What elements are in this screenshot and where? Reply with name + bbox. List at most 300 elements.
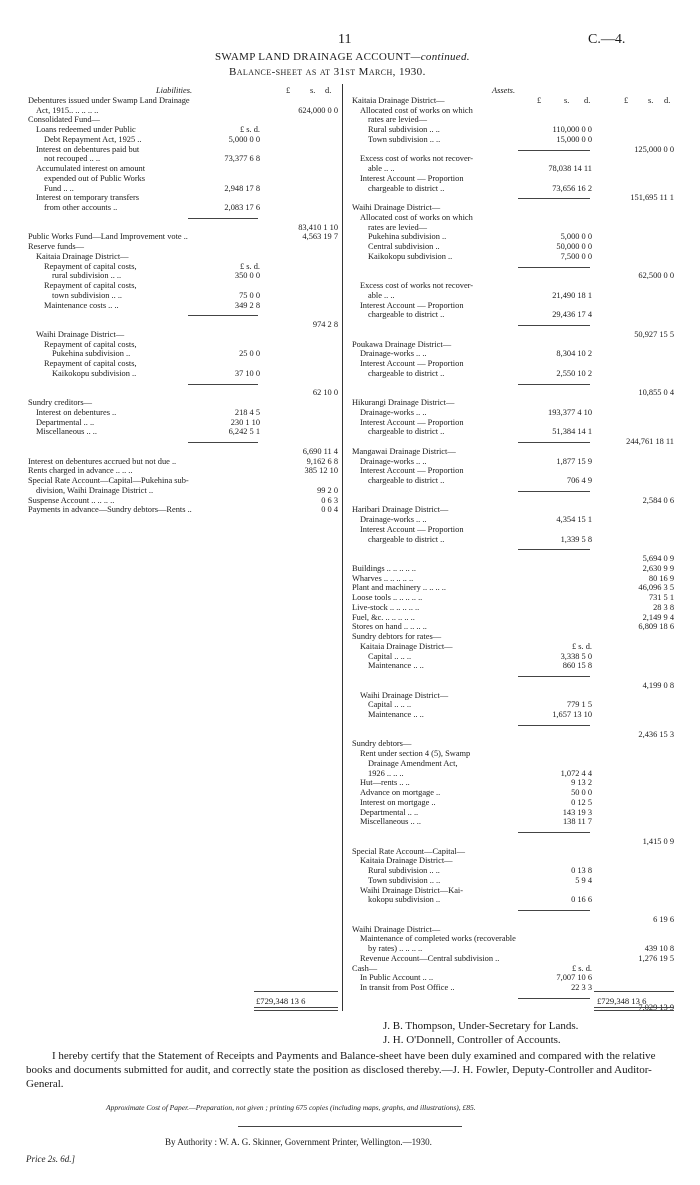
liability-sub-amount: 5,000 0 0 bbox=[228, 134, 260, 144]
asset-label: chargeable to district .. bbox=[368, 476, 445, 485]
asset-row bbox=[352, 223, 674, 233]
printer-authority: By Authority : W. A. G. Skinner, Government Printer, Wellington.—1930. bbox=[165, 1137, 432, 1147]
asset-row bbox=[352, 778, 674, 788]
liability-label: Miscellaneous .. .. bbox=[36, 427, 97, 437]
liability-row bbox=[28, 466, 338, 476]
asset-row bbox=[352, 915, 674, 925]
asset-sub-amount: 779 1 5 bbox=[566, 700, 592, 710]
liability-amount: 4,563 19 7 bbox=[302, 232, 338, 242]
liability-subtotal-rule bbox=[188, 218, 258, 219]
liability-label: Suspense Account .. .. .. .. bbox=[28, 495, 115, 505]
asset-sub-amount: 0 13 8 bbox=[571, 866, 592, 875]
asset-sub-amount: £ s. d. bbox=[571, 641, 592, 651]
asset-row bbox=[352, 954, 674, 964]
asset-row bbox=[352, 369, 674, 379]
liability-row bbox=[28, 359, 338, 369]
asset-row bbox=[352, 866, 674, 876]
asset-row bbox=[352, 817, 674, 827]
asset-label: Drainage-works .. .. bbox=[360, 515, 427, 524]
asset-sub-amount: 50 0 0 bbox=[571, 788, 592, 797]
asset-sub-amount: 51,384 14 1 bbox=[552, 427, 592, 437]
liability-row bbox=[28, 427, 338, 437]
asset-row bbox=[352, 203, 674, 213]
liability-label: Interest on debentures accrued but not due .. bbox=[28, 456, 177, 466]
assets-heading: Assets. bbox=[492, 86, 516, 95]
asset-subtotal-rule bbox=[518, 267, 590, 268]
liability-label: Accumulated interest on amount bbox=[36, 164, 146, 173]
asset-sub-amount: 2,550 10 2 bbox=[556, 368, 592, 378]
liability-sub-amount: 25 0 0 bbox=[239, 349, 260, 359]
asset-row bbox=[352, 691, 674, 701]
asset-amount: 731 5 1 bbox=[648, 593, 674, 602]
asset-label: 1926 .. .. .. bbox=[368, 768, 404, 778]
asset-amount: 7,029 13 9 bbox=[638, 1002, 674, 1012]
asset-sub-amount: 706 4 9 bbox=[566, 476, 592, 485]
liability-row bbox=[28, 96, 338, 106]
asset-row bbox=[352, 349, 674, 359]
asset-label: Hut—rents .. .. bbox=[360, 778, 410, 788]
asset-lsd-heading: £ bbox=[624, 95, 629, 105]
asset-label: Drainage-works .. .. bbox=[360, 407, 427, 417]
asset-row bbox=[352, 427, 674, 437]
asset-label: Rural subdivision .. .. bbox=[368, 125, 440, 134]
asset-amount: 6,809 18 6 bbox=[638, 622, 674, 632]
asset-label: Revenue Account—Central subdivision .. bbox=[360, 953, 500, 963]
asset-label: able .. .. bbox=[368, 164, 395, 173]
title-continued: —continued. bbox=[410, 51, 470, 63]
asset-row bbox=[352, 213, 674, 223]
asset-label: Advance on mortgage .. bbox=[360, 788, 441, 797]
asset-amount: 28 3 8 bbox=[653, 602, 674, 612]
liability-sub-amount: 349 2 8 bbox=[234, 300, 260, 310]
liability-sub-amount: 350 0 0 bbox=[234, 271, 260, 281]
asset-amount: 151,695 11 1 bbox=[630, 193, 674, 203]
asset-amount: 2,584 0 6 bbox=[642, 495, 674, 505]
asset-label: rates are levied— bbox=[368, 222, 428, 232]
asset-label: Miscellaneous .. .. bbox=[360, 817, 421, 827]
asset-subtotal-rule bbox=[518, 676, 590, 677]
asset-label: Plant and machinery .. .. .. .. bbox=[352, 583, 446, 593]
title-main: SWAMP LAND DRAINAGE ACCOUNT bbox=[215, 51, 411, 63]
asset-subtotal-rule bbox=[518, 549, 590, 550]
liability-row bbox=[28, 369, 338, 379]
liability-subtotal-rule bbox=[188, 384, 258, 385]
liability-label: Maintenance costs .. .. bbox=[44, 300, 119, 310]
asset-label: Town subdivision .. .. bbox=[368, 134, 441, 144]
asset-sub-amount: 29,436 17 4 bbox=[552, 310, 592, 320]
asset-subtotal-rule bbox=[518, 442, 590, 443]
liability-row bbox=[28, 398, 338, 408]
asset-row bbox=[352, 457, 674, 467]
liability-label: expended out of Public Works bbox=[44, 173, 146, 183]
liability-row bbox=[28, 145, 338, 155]
asset-label: Pukehina subdivision .. bbox=[368, 232, 447, 242]
liability-row bbox=[28, 301, 338, 311]
asset-amount: 2,149 9 4 bbox=[642, 612, 674, 622]
asset-label: chargeable to district .. bbox=[368, 427, 445, 437]
liability-sub-amount: 75 0 0 bbox=[239, 290, 260, 300]
liability-label: Special Rate Account—Capital—Pukehina sub- bbox=[28, 476, 189, 485]
liability-label: Debt Repayment Act, 1925 .. bbox=[44, 134, 142, 144]
asset-subtotal-rule bbox=[518, 725, 590, 726]
asset-row bbox=[352, 808, 674, 818]
liability-amount: 62 10 0 bbox=[312, 388, 338, 398]
asset-label: Interest Account — Proportion bbox=[360, 466, 464, 476]
liability-row bbox=[28, 340, 338, 350]
liability-row bbox=[28, 213, 338, 223]
asset-row bbox=[352, 184, 674, 194]
asset-row bbox=[352, 164, 674, 174]
asset-amount: 439 10 8 bbox=[644, 944, 674, 953]
asset-amount: 244,761 18 11 bbox=[626, 437, 674, 446]
asset-row bbox=[352, 934, 674, 944]
liability-row bbox=[28, 262, 338, 272]
asset-lsd-heading: d. bbox=[584, 95, 591, 105]
asset-row bbox=[352, 652, 674, 662]
liability-amount: 974 2 8 bbox=[312, 320, 338, 329]
asset-sub-amount: 143 19 3 bbox=[562, 807, 592, 817]
asset-row bbox=[352, 310, 674, 320]
liability-sub-amount: 230 1 10 bbox=[230, 417, 260, 427]
asset-lsd-heading: d. bbox=[664, 95, 671, 105]
liability-row bbox=[28, 310, 338, 320]
asset-row bbox=[352, 242, 674, 252]
asset-label: Rent under section 4 (5), Swamp bbox=[360, 749, 471, 758]
liability-sub-amount: 6,242 5 1 bbox=[228, 427, 260, 437]
asset-sub-amount: £ s. d. bbox=[571, 963, 592, 973]
liability-amount: 99 2 0 bbox=[317, 485, 338, 495]
liability-row bbox=[28, 223, 338, 233]
liability-sub-amount: 37 10 0 bbox=[234, 368, 260, 378]
asset-label: Special Rate Account—Capital— bbox=[352, 846, 466, 856]
asset-row bbox=[352, 193, 674, 203]
asset-label: Kaitaia Drainage District— bbox=[360, 641, 453, 651]
liability-row bbox=[28, 125, 338, 135]
audit-certificate: I hereby certify that the Statement of Receipts and Payments and Balance-sheet have been duly examined and compared with the relative books and documents submitted for audit, and correctly state the position as disclosed thereby.—J. H. Fowler, Deputy-Controller and Auditor-General. bbox=[26, 1050, 656, 1090]
asset-label: In Public Account .. .. bbox=[360, 973, 434, 983]
asset-label: Hikurangi Drainage District— bbox=[352, 398, 455, 407]
asset-label: Drainage-works .. .. bbox=[360, 349, 427, 359]
asset-row bbox=[352, 379, 674, 389]
liability-label: Consolidated Fund— bbox=[28, 115, 100, 125]
liability-label: Kaitaia Drainage District— bbox=[36, 251, 129, 261]
asset-label: chargeable to district .. bbox=[368, 534, 445, 544]
document-code: C.—4. bbox=[588, 32, 626, 47]
lsd-pound-label: £ bbox=[286, 86, 291, 95]
asset-row bbox=[352, 301, 674, 311]
liabilities-heading: Liabilities. bbox=[156, 86, 193, 95]
liabilities-total: £729,348 13 6 bbox=[256, 996, 306, 1006]
liability-row bbox=[28, 281, 338, 291]
asset-subtotal-rule bbox=[518, 198, 590, 199]
asset-row bbox=[352, 125, 674, 135]
liability-label: Debentures issued under Swamp Land Drainage bbox=[28, 95, 190, 105]
asset-label: Mangawai Drainage District— bbox=[352, 446, 456, 456]
liability-amount: 624,000 0 0 bbox=[298, 105, 338, 115]
asset-row bbox=[352, 730, 674, 740]
price: Price 2s. 6d.] bbox=[26, 1154, 75, 1164]
asset-label: Loose tools .. .. .. .. .. bbox=[352, 593, 423, 602]
asset-row bbox=[352, 330, 674, 340]
asset-sub-amount: 138 11 7 bbox=[562, 817, 592, 827]
asset-row bbox=[352, 681, 674, 691]
asset-label: Wharves .. .. .. .. .. bbox=[352, 573, 414, 583]
asset-row bbox=[352, 271, 674, 281]
asset-row bbox=[352, 515, 674, 525]
asset-label: Haribari Drainage District— bbox=[352, 505, 449, 515]
asset-row bbox=[352, 973, 674, 983]
asset-row bbox=[352, 505, 674, 515]
asset-amount: 125,000 0 0 bbox=[634, 144, 674, 154]
asset-row bbox=[352, 739, 674, 749]
liability-row bbox=[28, 457, 338, 467]
asset-row bbox=[352, 447, 674, 457]
liability-row bbox=[28, 349, 338, 359]
liability-label: Sundry creditors— bbox=[28, 398, 92, 407]
asset-row bbox=[352, 642, 674, 652]
asset-lsd-heading: £ bbox=[537, 95, 542, 105]
asset-amount: 80 16 9 bbox=[648, 573, 674, 583]
asset-label: Waihi Drainage District— bbox=[352, 203, 441, 212]
liability-amount: 83,410 1 10 bbox=[298, 222, 338, 232]
asset-row bbox=[352, 359, 674, 369]
asset-amount: 46,096 3 5 bbox=[638, 583, 674, 593]
liability-row bbox=[28, 330, 338, 340]
asset-row bbox=[352, 340, 674, 350]
liability-label: rural subdivision .. .. bbox=[52, 271, 122, 281]
asset-sub-amount: 860 15 8 bbox=[562, 661, 592, 671]
asset-row bbox=[352, 476, 674, 486]
liability-row bbox=[28, 271, 338, 281]
asset-label: Stores on hand .. .. .. .. bbox=[352, 622, 427, 632]
asset-label: Kaitaia Drainage District— bbox=[360, 856, 453, 866]
asset-subtotal-rule bbox=[518, 998, 590, 999]
asset-amount: 62,500 0 0 bbox=[638, 271, 674, 281]
asset-label: Fuel, &c. .. .. .. .. .. bbox=[352, 612, 415, 622]
asset-row bbox=[352, 291, 674, 301]
asset-amount: 5,694 0 9 bbox=[642, 554, 674, 563]
asset-row bbox=[352, 262, 674, 272]
asset-label: Interest Account — Proportion bbox=[360, 524, 464, 534]
asset-label: Allocated cost of works on which bbox=[360, 105, 473, 115]
liability-label: Rents charged in advance .. .. .. bbox=[28, 466, 133, 476]
asset-row bbox=[352, 145, 674, 155]
asset-label: Sundry debtors for rates— bbox=[352, 632, 442, 641]
liability-row bbox=[28, 115, 338, 125]
asset-lsd-heading: s. bbox=[564, 95, 570, 105]
liability-label: from other accounts .. bbox=[44, 203, 118, 212]
asset-row bbox=[352, 700, 674, 710]
liability-row bbox=[28, 232, 338, 242]
liability-subtotal-rule bbox=[188, 315, 258, 316]
liability-row bbox=[28, 476, 338, 486]
asset-row bbox=[352, 408, 674, 418]
liabilities-column bbox=[28, 86, 338, 515]
page-subtitle: Balance-sheet as at 31st March, 1930. bbox=[229, 66, 426, 78]
asset-row bbox=[352, 827, 674, 837]
liability-label: Waihi Drainage District— bbox=[36, 329, 125, 339]
asset-row bbox=[352, 769, 674, 779]
asset-row bbox=[352, 418, 674, 428]
asset-row bbox=[352, 320, 674, 330]
asset-label: Interest on mortgage .. bbox=[360, 797, 436, 807]
asset-sub-amount: 1,877 15 9 bbox=[556, 456, 592, 466]
asset-sub-amount: 5,000 0 0 bbox=[560, 232, 592, 242]
liability-label: town subdivision .. .. bbox=[52, 290, 123, 300]
lsd-shilling-label: s. bbox=[310, 86, 316, 95]
liabilities-total-top-rule bbox=[254, 991, 338, 992]
asset-label: Kaikokopu subdivision .. bbox=[368, 251, 453, 261]
liability-row bbox=[28, 193, 338, 203]
lsd-pence-label: d. bbox=[325, 86, 332, 95]
asset-label: Poukawa Drainage District— bbox=[352, 339, 452, 349]
asset-label: by rates) .. .. .. .. bbox=[368, 944, 423, 953]
liability-row bbox=[28, 154, 338, 164]
page-title bbox=[215, 51, 470, 63]
asset-label: Interest Account — Proportion bbox=[360, 417, 464, 427]
liability-label: Payments in advance—Sundry debtors—Rents .. bbox=[28, 505, 192, 515]
signature-controller: J. H. O'Donnell, Controller of Accounts. bbox=[383, 1034, 561, 1046]
asset-amount: 1,415 0 9 bbox=[642, 836, 674, 846]
asset-label: chargeable to district .. bbox=[368, 310, 445, 320]
signature-under-secretary: J. B. Thompson, Under-Secretary for Lands. bbox=[383, 1020, 579, 1032]
liability-label: Public Works Fund—Land Improvement vote .. bbox=[28, 232, 188, 242]
asset-row bbox=[352, 252, 674, 262]
asset-row bbox=[352, 281, 674, 291]
asset-row bbox=[352, 895, 674, 905]
asset-sub-amount: 1,657 13 10 bbox=[552, 710, 592, 719]
asset-label: Maintenance of completed works (recoverable bbox=[360, 934, 516, 944]
asset-label: Waihi Drainage District— bbox=[360, 690, 449, 700]
asset-label: Sundry debtors— bbox=[352, 739, 412, 749]
asset-sub-amount: 7,500 0 0 bbox=[560, 251, 592, 261]
liability-row bbox=[28, 379, 338, 389]
asset-label: Maintenance .. .. bbox=[368, 710, 424, 719]
liability-sub-amount: £ s. d. bbox=[239, 261, 260, 271]
liability-amount: 0 6 3 bbox=[321, 495, 338, 505]
asset-row bbox=[352, 632, 674, 642]
asset-row bbox=[352, 574, 674, 584]
asset-row bbox=[352, 964, 674, 974]
asset-label: Departmental .. .. bbox=[360, 807, 419, 817]
liability-label: Pukehina subdivision .. bbox=[52, 349, 131, 359]
assets-column bbox=[352, 86, 674, 1012]
asset-lsd-heading: s. bbox=[648, 95, 654, 105]
liability-label: Kaikokopu subdivision .. bbox=[52, 368, 137, 378]
liability-label: Act, 1915.. .. .. .. .. bbox=[36, 105, 99, 115]
liability-sub-amount: 2,083 17 6 bbox=[224, 203, 260, 212]
asset-sub-amount: 1,339 5 8 bbox=[560, 534, 592, 544]
liability-sub-amount: £ s. d. bbox=[239, 125, 260, 134]
asset-sub-amount: 15,000 0 0 bbox=[556, 134, 592, 144]
liability-row bbox=[28, 408, 338, 418]
asset-sub-amount: 9 13 2 bbox=[571, 778, 592, 788]
liability-amount: 385 12 10 bbox=[304, 466, 338, 476]
asset-row bbox=[352, 106, 674, 116]
asset-row bbox=[352, 564, 674, 574]
asset-label: rates are levied— bbox=[368, 115, 428, 125]
liability-label: Interest on temporary transfers bbox=[36, 193, 140, 203]
asset-amount: 1,276 19 5 bbox=[638, 953, 674, 963]
liability-label: Repayment of capital costs, bbox=[44, 261, 137, 271]
asset-row bbox=[352, 486, 674, 496]
asset-row bbox=[352, 135, 674, 145]
liability-label: Loans redeemed under Public bbox=[36, 125, 136, 134]
asset-row bbox=[352, 671, 674, 681]
asset-sub-amount: 8,304 10 2 bbox=[556, 349, 592, 359]
asset-row bbox=[352, 613, 674, 623]
asset-label: Drainage Amendment Act, bbox=[368, 758, 458, 768]
asset-row bbox=[352, 720, 674, 730]
liability-sub-amount: 73,377 6 8 bbox=[224, 154, 260, 164]
asset-sub-amount: 3,338 5 0 bbox=[560, 651, 592, 661]
asset-row bbox=[352, 944, 674, 954]
liability-amount: 6,690 11 4 bbox=[302, 446, 338, 456]
asset-label: Interest Account — Proportion bbox=[360, 173, 464, 183]
liability-label: not recouped .. .. bbox=[44, 154, 101, 164]
asset-amount: 2,436 15 3 bbox=[638, 729, 674, 739]
asset-label: Capital .. .. .. bbox=[368, 651, 412, 661]
asset-row bbox=[352, 905, 674, 915]
liability-label: Fund .. .. bbox=[44, 183, 74, 193]
liability-amount: 9,162 6 8 bbox=[306, 456, 338, 466]
liability-row bbox=[28, 437, 338, 447]
asset-label: Waihi Drainage District—Kai- bbox=[360, 885, 464, 895]
liability-row bbox=[28, 106, 338, 116]
asset-row bbox=[352, 496, 674, 506]
asset-amount: 4,199 0 8 bbox=[642, 680, 674, 690]
asset-label: Allocated cost of works on which bbox=[360, 212, 473, 222]
asset-row bbox=[352, 593, 674, 603]
liability-row bbox=[28, 447, 338, 457]
asset-subtotal-rule bbox=[518, 325, 590, 326]
liability-row bbox=[28, 388, 338, 398]
asset-label: Kaitaia Drainage District— bbox=[352, 95, 445, 105]
assets-header-row bbox=[352, 86, 674, 96]
asset-row bbox=[352, 583, 674, 593]
asset-row bbox=[352, 388, 674, 398]
asset-row bbox=[352, 466, 674, 476]
asset-label: Rural subdivision .. .. bbox=[368, 866, 440, 875]
asset-subtotal-rule bbox=[518, 150, 590, 151]
asset-sub-amount: 7,007 10 6 bbox=[556, 973, 592, 983]
liability-row bbox=[28, 496, 338, 506]
liability-row bbox=[28, 486, 338, 496]
liability-row bbox=[28, 252, 338, 262]
liability-label: Reserve funds— bbox=[28, 242, 85, 251]
asset-row bbox=[352, 837, 674, 847]
asset-row bbox=[352, 96, 674, 106]
asset-label: Interest Account — Proportion bbox=[360, 359, 464, 368]
asset-label: Cash— bbox=[352, 963, 378, 973]
asset-row bbox=[352, 535, 674, 545]
liabilities-rows bbox=[28, 96, 338, 515]
asset-row bbox=[352, 749, 674, 759]
asset-label: Excess cost of works not recover- bbox=[360, 154, 474, 164]
asset-amount: 10,855 0 4 bbox=[638, 388, 674, 398]
asset-row bbox=[352, 886, 674, 896]
asset-sub-amount: 22 3 3 bbox=[571, 983, 592, 992]
liability-row bbox=[28, 174, 338, 184]
asset-row bbox=[352, 232, 674, 242]
assets-total-top-rule bbox=[594, 991, 674, 992]
asset-row bbox=[352, 544, 674, 554]
asset-row bbox=[352, 876, 674, 886]
asset-sub-amount: 110,000 0 0 bbox=[552, 125, 592, 134]
asset-row bbox=[352, 437, 674, 447]
liability-row bbox=[28, 320, 338, 330]
liability-row bbox=[28, 184, 338, 194]
